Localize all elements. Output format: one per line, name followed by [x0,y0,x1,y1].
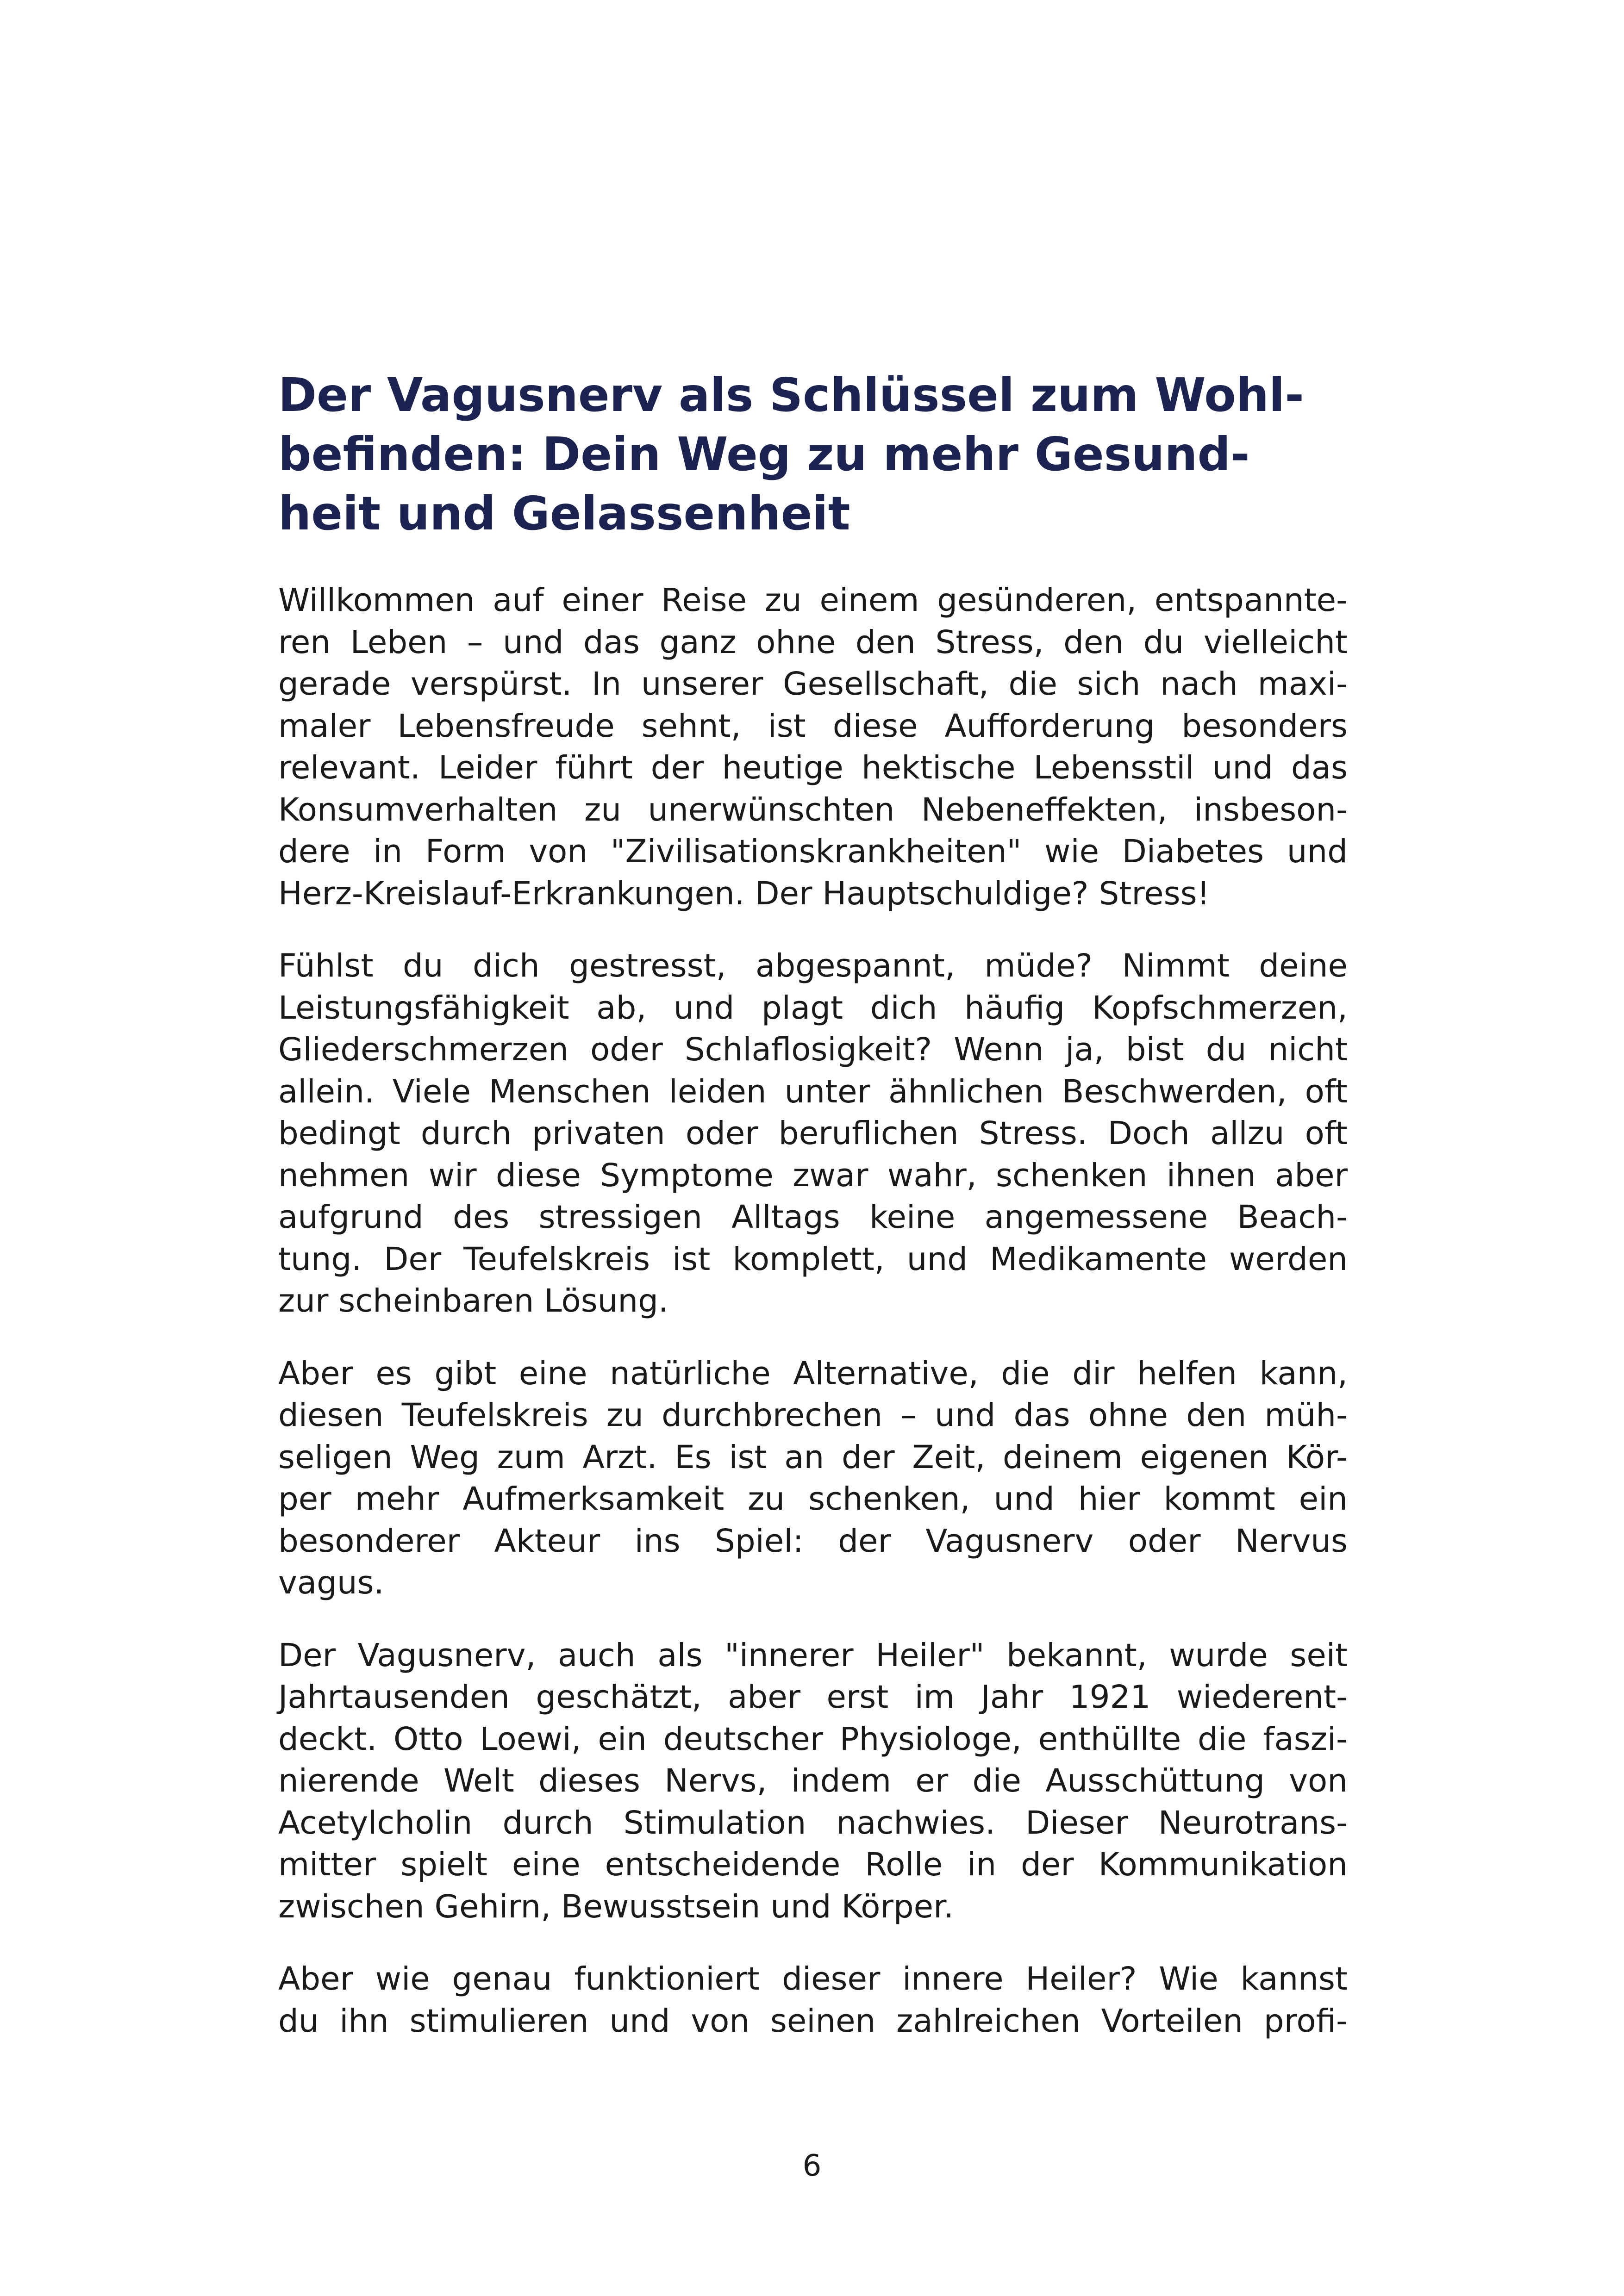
text-line: Gliederschmerzen oder Schlaflosigkeit? Wenn ja, bist du nicht [278,1031,1348,1068]
text-line: aufgrund des stressigen Alltags keine angemessene Beach- [278,1199,1348,1236]
text-line: Leistungsfähigkeit ab, und plagt dich häufig Kopfschmerzen, [278,989,1348,1027]
paragraph-alternative [278,1353,1348,1604]
text-line: diesen Teufelskreis zu durchbrechen – und das ohne den müh- [278,1397,1348,1434]
text-line: du ihn stimulieren und von seinen zahlreichen Vorteilen profi- [278,2002,1348,2040]
paragraph-symptoms [278,945,1348,1322]
text-line: Acetylcholin durch Stimulation nachwies. Dieser Neurotrans- [278,1804,1348,1842]
text-line: ren Leben – und das ganz ohne den Stress, den du vielleicht [278,623,1348,661]
text-line: Aber es gibt eine natürliche Alternative, die dir helfen kann, [278,1355,1348,1392]
text-line: gerade verspürst. In unserer Gesellschaft, die sich nach maxi- [278,666,1348,703]
chapter-title-line: heit und Gelassenheit [278,486,850,541]
chapter-title-line: Der Vagusnerv als Schlüssel zum Wohl- [278,368,1304,422]
text-line: allein. Viele Menschen leiden unter ähnlichen Beschwerden, oft [278,1073,1348,1110]
chapter-title [278,366,1348,543]
paragraph-history [278,1635,1348,1928]
text-line: besonderer Akteur ins Spiel: der Vagusnerv oder Nervus [278,1522,1348,1560]
text-line: Aber wie genau funktioniert dieser innere Heiler? Wie kannst [278,1960,1348,1997]
text-line: nierende Welt dieses Nervs, indem er die Ausschüttung von [278,1762,1348,1799]
text-line: dere in Form von "Zivilisationskrankheiten" wie Diabetes und [278,833,1348,870]
text-line: mitter spielt eine entscheidende Rolle in der Kommunikation [278,1846,1348,1883]
text-line: Jahrtausenden geschätzt, aber erst im Jahr 1921 wiederent- [278,1679,1348,1716]
text-line: tung. Der Teufelskreis ist komplett, und Medikamente werden [278,1240,1348,1278]
text-line: Willkommen auf einer Reise zu einem gesünderen, entspannte- [278,582,1348,619]
paragraph-question [278,1958,1348,2042]
text-line: vagus. [278,1564,384,1601]
paragraph-intro [278,579,1348,915]
text-line: seligen Weg zum Arzt. Es ist an der Zeit, deinem eigenen Kör- [278,1438,1348,1476]
text-line: maler Lebensfreude sehnt, ist diese Aufforderung besonders [278,707,1348,745]
text-line: zwischen Gehirn, Bewusstsein und Körper. [278,1888,954,1925]
text-line: zur scheinbaren Lösung. [278,1282,668,1319]
text-line: relevant. Leider führt der heutige hektische Lebensstil und das [278,749,1348,786]
text-line: Herz-Kreislauf-Erkrankungen. Der Hauptschuldige? Stress! [278,875,1210,912]
text-line: deckt. Otto Loewi, ein deutscher Physiologe, enthüllte die faszi- [278,1720,1348,1758]
text-line: Fühlst du dich gestresst, abgespannt, müde? Nimmt deine [278,947,1348,984]
page-body [278,366,1348,2072]
text-line: Der Vagusnerv, auch als "innerer Heiler" bekannt, wurde seit [278,1636,1348,1674]
chapter-title-line: befinden: Dein Weg zu mehr Gesund- [278,427,1250,481]
text-line: per mehr Aufmerksamkeit zu schenken, und hier kommt ein [278,1481,1348,1518]
page-number: 6 [802,2149,822,2183]
text-line: bedingt durch privaten oder beruflichen Stress. Doch allzu oft [278,1115,1348,1152]
text-line: nehmen wir diese Symptome zwar wahr, schenken ihnen aber [278,1157,1348,1194]
text-line: Konsumverhalten zu unerwünschten Nebeneffekten, insbeson- [278,791,1348,828]
